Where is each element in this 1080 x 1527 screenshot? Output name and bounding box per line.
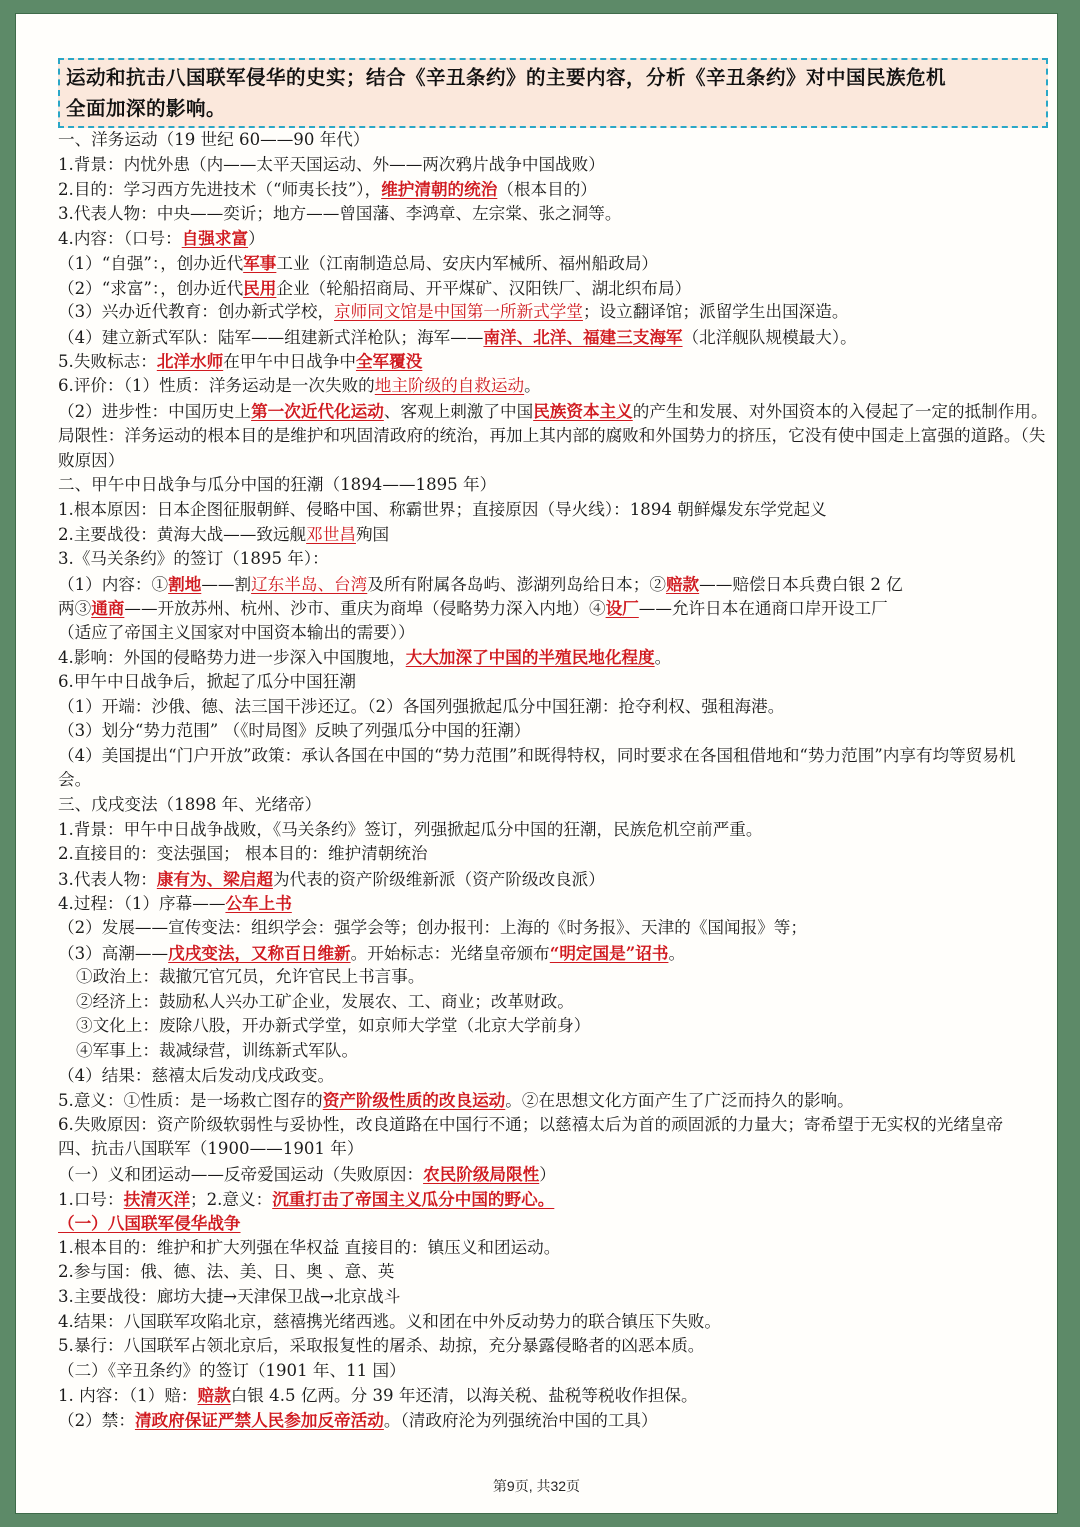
text-line: （4）结果：慈禧太后发动戊戌政变。 [58,1065,335,1085]
header-line-2: 全面加深的影响。 [66,97,227,120]
highlight: 民用 [243,277,277,298]
highlight: 割地 [168,573,202,594]
text-line: 1.背景：甲午中日战争战败，《马关条约》签订，列强掀起瓜分中国的狂潮，民族危机空前严重。 [58,819,763,839]
header-line-1: 运动和抗击八国联军侵华的史实；结合《辛丑条约》的主要内容，分析《辛丑条约》对中国民族危机 [66,66,947,89]
page-number: 第9页, 共32页 [492,1478,581,1494]
text-line: ③文化上：废除八股，开办新式学堂，如京师大学堂（北京大学前身） [76,1016,591,1036]
text-line: 4.过程：（1）序幕——公车上书 [58,893,292,914]
text-line: ④军事上：裁减绿营，训练新式军队。 [76,1040,359,1060]
text-line: （2）发展——宣传变法：组织学会：强学会等；创办报刊：上海的《时务报》、天津的《国闻报》等； [58,918,807,937]
header-box [58,58,1048,128]
document-page [16,14,1057,1513]
text-line: ①政治上：裁撤冗官冗员，允许官民上书言事。 [76,967,425,987]
highlight: 戊戌变法，又称百日维新 [168,942,351,963]
text-line: （二）《辛丑条约》的签订（1901 年、11 国） [58,1360,406,1380]
text-line [58,1211,1048,1236]
text-line: （3）划分“势力范围” （《时局图》反映了列强瓜分中国的狂潮） [58,721,531,741]
highlight: 农民阶级局限性 [423,1163,540,1184]
text-line: 2.参与国：俄、德、法、美、日、奥 、意、英 [58,1262,395,1282]
section-title: 二、甲午中日战争与瓜分中国的狂潮（1894——1895 年） [58,475,497,495]
text-line: 2.直接目的：变法强国； 根本目的：维护清朝统治 [58,844,428,864]
text-line: 2.目的：学习西方先进技术（“师夷长技”），维护清朝的统治（根本目的） [58,179,597,200]
highlight: 沉重打击了帝国主义瓜分中国的野心。 [272,1188,555,1209]
highlight: 资产阶级性质的改良运动 [322,1090,506,1111]
text-line: （适应了帝国主义国家对中国资本输出的需要）） [58,622,415,642]
section-title: 一、洋务运动（19 世纪 60——90 年代） [58,130,370,149]
text-line: 4.内容：（口号：自强求富） [58,228,265,249]
text-line: （3）兴办近代教育：创办新式学校，京师同文馆是中国第一所新式学堂；设立翻译馆；派留学生出国深造。 [58,302,849,322]
highlight: 地主阶级的自救运动 [374,375,525,395]
highlight: 京师同文馆是中国第一所新式学堂 [334,302,583,322]
highlight: 维护清朝的统治 [381,179,498,200]
text-line: ②经济上：鼓励私人兴办工矿企业，发展农、工、商业；改革财政。 [76,991,574,1011]
text-line: （2）“求富”：，创办近代民用企业（轮船招商局、开平煤矿、汉阳铁厂、湖北织布局） [58,277,692,298]
text-line: 两③通商——开放苏州、杭州、沙市、重庆为商埠（侵略势力深入内地）④设厂——允许日本在通商口岸开设工厂 [58,598,888,619]
highlight: 辽东半岛、台湾 [251,574,368,594]
highlight: “明定国是”诏书 [549,942,669,963]
text-line: 2.主要战役：黄海大战——致远舰邓世昌殉国 [58,524,390,544]
text-line: 5.意义：①性质：是一场救亡图存的资产阶级性质的改良运动。②在思想文化方面产生了广泛而持久的影响。 [58,1090,854,1111]
highlight: 大大加深了中国的半殖民地化程度 [405,647,655,668]
text-paragraph: （4）美国提出“门户开放”政策：承认各国在中国的“势力范围”和既得特权，同时要求在各国租借地和“势力范围”内享有均等贸易机会。 [58,745,1016,790]
text-line: （一）义和团运动——反帝爱国运动（失败原因：农民阶级局限性） [58,1163,556,1184]
highlight: 南洋、北洋、福建三支海军 [483,326,683,347]
highlight: 军事 [243,252,277,273]
text-line: （2）禁：清政府保证严禁人民参加反帝活动。（清政府沦为列强统治中国的工具） [58,1409,658,1430]
highlight: 第一次近代化运动 [251,400,384,421]
text-line: （1）开端：沙俄、德、法三国干涉还辽。（2）各国列强掀起瓜分中国狂潮：抢夺利权、强租海港。 [58,696,785,716]
text-line: 1.根本原因：日本企图征服朝鲜、侵略中国、称霸世界；直接原因（导火线）：1894 朝鲜爆发东学党起义 [58,499,827,519]
text-line: （4）建立新式军队：陆军——组建新式洋枪队；海军——南洋、北洋、福建三支海军（北洋舰队规模最大）。 [58,326,857,347]
text-line: 5.失败标志：北洋水师在甲午中日战争中全军覆没 [58,351,423,372]
highlight: 公车上书 [225,893,292,914]
text-line: 4.影响：外国的侵略势力进一步深入中国腹地，大大加深了中国的半殖民地化程度。 [58,647,672,668]
highlight: 全军覆没 [355,351,423,372]
section-title: 四、抗击八国联军（1900——1901 年） [58,1139,364,1159]
highlight: 自强求富 [181,228,249,249]
text-line: 1.根本目的：维护和扩大列强在华权益 直接目的：镇压义和团运动。 [58,1237,561,1257]
text-line: 3.代表人物：中央——奕䜣；地方——曾国藩、李鸿章、左宗棠、张之洞等。 [58,203,622,223]
text-line: 4.结果：八国联军攻陷北京，慈禧携光绪西逃。义和团在中外反动势力的联合镇压下失败。 [58,1311,721,1331]
text-paragraph: 6.失败原因：资产阶级软弱性与妥协性，改良道路在中国行不通；以慈禧太后为首的顽固派的力量大；寄希望于无实权的光绪皇帝 [58,1114,1004,1134]
highlight: 赔款 [665,573,700,594]
highlight: 扶清灭洋 [123,1188,190,1209]
highlight: 北洋水师 [156,351,224,372]
text-line: 6.评价：（1）性质：洋务运动是一次失败的地主阶级的自救运动。 [58,375,541,395]
text-line: 1.背景：内忧外患（内——太平天国运动、外——两次鸦片战争中国战败） [58,154,605,174]
text-line: 6.甲午中日战争后，掀起了瓜分中国狂潮 [58,672,356,692]
text-line: 3.《马关条约》的签订（1895 年）： [58,549,329,569]
text-line: 3.代表人物：康有为、梁启超为代表的资产阶级维新派（资产阶级改良派） [58,868,605,889]
text-line: 1. 内容：（1）赔：赔款白银 4.5 亿两。分 39 年还清，以海关税、盐税等税收作担保。 [58,1385,698,1406]
section-title: 三、戊戌变法（1898 年、光绪帝） [58,795,322,815]
highlight: 通商 [91,598,125,619]
text-line: 1.口号：扶清灭洋；2.意义：沉重打击了帝国主义瓜分中国的野心。 [58,1188,555,1209]
text-line: （1）内容：①割地——割辽东半岛、台湾及所有附属各岛屿、澎湖列岛给日本；②赔款——赔偿日本兵费白银 2 亿 [58,573,903,594]
highlight: 邓世昌 [306,524,356,544]
content [58,128,1048,1432]
highlight: 康有为、梁启超 [156,868,273,889]
text-line: 3.主要战役：廊坊大捷→天津保卫战→北京战斗 [58,1286,401,1306]
text-line: 5.暴行：八国联军占领北京后，采取报复性的屠杀、劫掠，充分暴露侵略者的凶恶本质。 [58,1336,705,1356]
highlight: 民族资本主义 [533,400,633,421]
text-line: （1）“自强”：，创办近代军事工业（江南制造总局、安庆内军械所、福州船政局） [58,252,659,273]
text-paragraph: （2）进步性：中国历史上第一次近代化运动、客观上刺激了中国民族资本主义的产生和发展、对外国资本的入侵起了一定的抵制作用。局限性：洋务运动的根本目的是维护和巩固清政府的统治，再加上其内部的腐败和外国势力的挤压，它没有使中国走上富强的道路。（失败原因） [58,400,1048,470]
highlight: 赔款 [197,1385,231,1406]
highlight: 设厂 [605,598,639,619]
text-line: （3）高潮——戊戌变法，又称百日维新。开始标志：光绪皇帝颁布“明定国是”诏书。 [58,942,686,963]
highlight: 清政府保证严禁人民参加反帝活动 [134,1409,384,1430]
highlight: （一）八国联军侵华战争 [58,1213,241,1234]
